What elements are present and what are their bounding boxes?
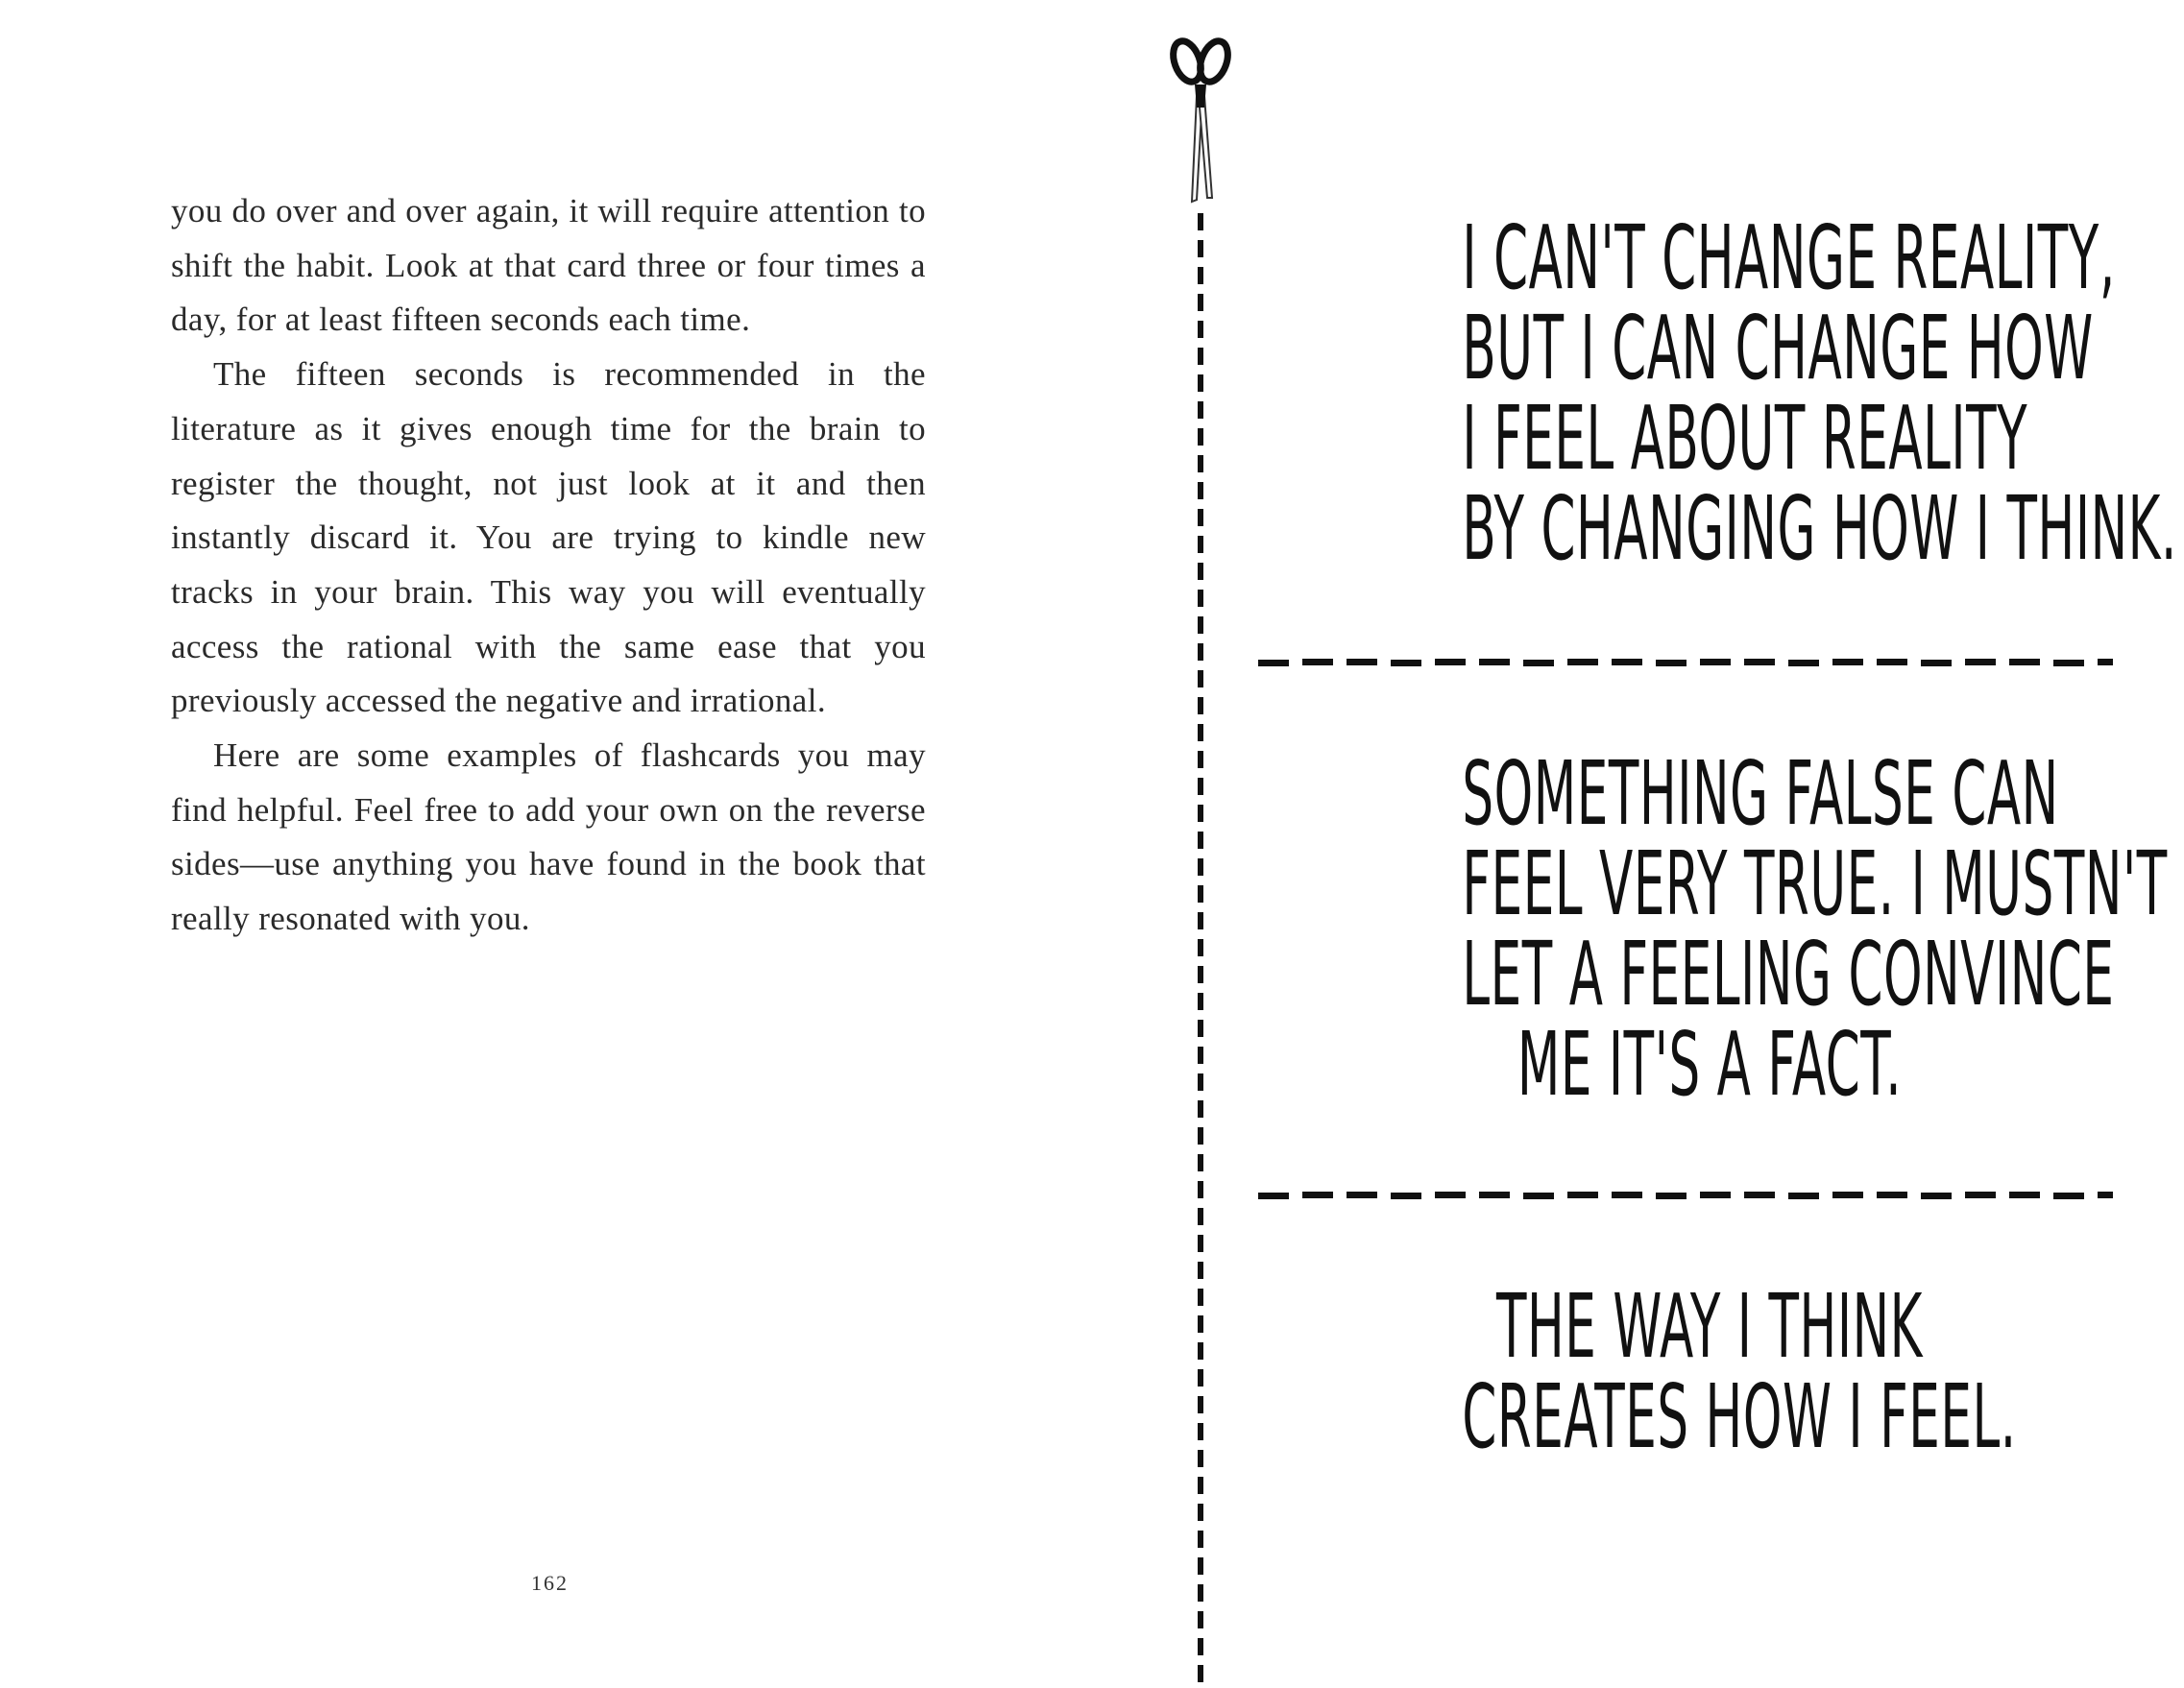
- vertical-dash: [1198, 724, 1203, 741]
- vertical-dash: [1198, 1611, 1203, 1628]
- horizontal-dash: [2009, 659, 2040, 665]
- horizontal-dash: [1347, 659, 1377, 665]
- vertical-dash: [1198, 858, 1203, 876]
- horizontal-dash: [1258, 660, 1289, 666]
- horizontal-dash: [1921, 660, 1952, 666]
- vertical-dash: [1198, 1369, 1203, 1387]
- horizontal-dash: [1435, 1192, 1466, 1198]
- vertical-dash: [1198, 1315, 1203, 1333]
- vertical-dash: [1198, 1504, 1203, 1521]
- vertical-dash: [1198, 509, 1203, 526]
- vertical-dash: [1198, 670, 1203, 687]
- horizontal-dash: [1877, 659, 1907, 665]
- vertical-dash: [1198, 213, 1203, 230]
- vertical-dash: [1198, 1073, 1203, 1091]
- vertical-dash: [1198, 1020, 1203, 1037]
- horizontal-dash: [1612, 659, 1642, 665]
- body-text: [171, 184, 926, 947]
- vertical-dash: [1198, 1665, 1203, 1682]
- horizontal-dash: [1744, 659, 1775, 665]
- vertical-dash: [1198, 832, 1203, 849]
- flashcard-2-line-3: LET A FEELING CONVINCE: [1462, 923, 2115, 1025]
- vertical-dash: [1198, 1235, 1203, 1252]
- flashcard-2-line-4: ME IT'S A FACT.: [1517, 1013, 1903, 1116]
- flashcard-3-line-2: CREATES HOW I FEEL.: [1462, 1365, 2017, 1468]
- horizontal-dash: [1744, 1192, 1775, 1198]
- horizontal-dash: [1347, 1192, 1377, 1198]
- vertical-dash: [1198, 590, 1203, 607]
- horizontal-dash: [1788, 1193, 1819, 1199]
- horizontal-dash: [1523, 660, 1554, 666]
- flashcard-2-line-2: FEEL VERY TRUE. I MUSTN'T: [1462, 832, 2168, 935]
- horizontal-dash: [1567, 659, 1598, 665]
- vertical-dash: [1198, 267, 1203, 284]
- vertical-dash: [1198, 1477, 1203, 1494]
- vertical-dash: [1198, 805, 1203, 822]
- paragraph-3: Here are some examples of flashcards you may find helpful. Feel free to add your own on the reverse sides—use anything you have found in the book that really resonated with you.: [171, 736, 926, 938]
- horizontal-dash: [1788, 660, 1819, 666]
- flashcard-3: [1462, 1275, 2017, 1468]
- vertical-dash: [1198, 482, 1203, 499]
- flashcard-1: [1462, 206, 2177, 580]
- flashcard-1-line-2: BUT I CAN CHANGE HOW: [1462, 297, 2094, 399]
- vertical-dash: [1198, 240, 1203, 257]
- horizontal-dash: [1612, 1192, 1642, 1198]
- vertical-dashes: [1198, 213, 1203, 1682]
- horizontal-dash: [1700, 659, 1731, 665]
- vertical-dash: [1198, 966, 1203, 983]
- horizontal-dash: [1567, 1192, 1598, 1198]
- cut-divider-1: [1258, 657, 2113, 668]
- vertical-dash: [1198, 697, 1203, 714]
- horizontal-dash: [1965, 1192, 1996, 1198]
- horizontal-dash: [1523, 1193, 1554, 1199]
- horizontal-dash: [1877, 1192, 1907, 1198]
- horizontal-dash: [1391, 1193, 1421, 1199]
- vertical-dash: [1198, 348, 1203, 365]
- vertical-dash: [1198, 993, 1203, 1010]
- horizontal-dash: [1479, 659, 1510, 665]
- vertical-dash: [1198, 616, 1203, 634]
- vertical-dash: [1198, 563, 1203, 580]
- horizontal-dash: [1656, 1193, 1687, 1199]
- vertical-dash: [1198, 536, 1203, 553]
- vertical-dash: [1198, 1208, 1203, 1225]
- horizontal-dash: [2098, 659, 2113, 665]
- vertical-dash: [1198, 1181, 1203, 1198]
- vertical-dash: [1198, 1154, 1203, 1171]
- vertical-dash: [1198, 1127, 1203, 1145]
- flashcard-2-line-1: SOMETHING FALSE CAN: [1462, 742, 2059, 845]
- vertical-dash: [1198, 912, 1203, 929]
- vertical-dash: [1198, 1047, 1203, 1064]
- horizontal-dash: [1832, 1192, 1863, 1198]
- vertical-dash: [1198, 1289, 1203, 1306]
- vertical-cut-line: [1160, 0, 1237, 1688]
- flashcard-1-line-1: I CAN'T CHANGE REALITY,: [1462, 206, 2116, 309]
- vertical-dash: [1198, 1638, 1203, 1655]
- horizontal-dash: [1921, 1193, 1952, 1199]
- horizontal-dash: [1391, 660, 1421, 666]
- vertical-dash: [1198, 455, 1203, 472]
- horizontal-dash: [1965, 659, 1996, 665]
- horizontal-dash: [2009, 1192, 2040, 1198]
- horizontal-dash: [1656, 660, 1687, 666]
- vertical-dash: [1198, 294, 1203, 311]
- horizontal-dash: [2053, 660, 2084, 666]
- vertical-dash: [1198, 1557, 1203, 1575]
- vertical-dash: [1198, 1262, 1203, 1279]
- vertical-dash: [1198, 1396, 1203, 1413]
- vertical-dash: [1198, 778, 1203, 795]
- horizontal-dash: [1700, 1192, 1731, 1198]
- page-number: 162: [531, 1571, 569, 1595]
- paragraph-2: The fifteen seconds is recommended in the literature as it gives enough time for the brain to register the thought, not just look at it and then instantly discard it. You are trying to kindle new tracks in your brain. This way you will eventually access the rational with the same ease that you previously accessed the negative and irrational.: [171, 355, 926, 720]
- horizontal-dash: [1832, 659, 1863, 665]
- horizontal-dash: [1302, 1192, 1333, 1198]
- vertical-dash: [1198, 885, 1203, 903]
- vertical-dash: [1198, 1423, 1203, 1440]
- vertical-dash: [1198, 321, 1203, 338]
- horizontal-dash: [1302, 659, 1333, 665]
- horizontal-dash: [2098, 1192, 2113, 1198]
- vertical-dash: [1198, 939, 1203, 956]
- horizontal-dash: [1435, 659, 1466, 665]
- vertical-dash: [1198, 401, 1203, 419]
- flashcard-3-line-1: THE WAY I THINK: [1495, 1275, 1924, 1378]
- scissors-icon: [1168, 37, 1232, 202]
- vertical-dash: [1198, 1531, 1203, 1548]
- cut-divider-2: [1258, 1190, 2113, 1201]
- horizontal-dash: [1258, 1193, 1289, 1199]
- flashcard-1-line-4: BY CHANGING HOW I THINK.: [1462, 477, 2177, 580]
- flashcard-2: [1462, 742, 2168, 1116]
- horizontal-dash: [1479, 1192, 1510, 1198]
- vertical-dash: [1198, 751, 1203, 768]
- vertical-dash: [1198, 1100, 1203, 1118]
- vertical-dash: [1198, 1584, 1203, 1602]
- vertical-dash: [1198, 374, 1203, 392]
- vertical-dash: [1198, 1342, 1203, 1360]
- paragraph-1: you do over and over again, it will require attention to shift the habit. Look at that card three or four times a day, for at least fifteen seconds each time.: [171, 192, 926, 339]
- flashcard-1-line-3: I FEEL ABOUT REALITY: [1462, 387, 2028, 490]
- vertical-dash: [1198, 1450, 1203, 1467]
- vertical-dash: [1198, 643, 1203, 661]
- vertical-dash: [1198, 428, 1203, 446]
- horizontal-dash: [2053, 1193, 2084, 1199]
